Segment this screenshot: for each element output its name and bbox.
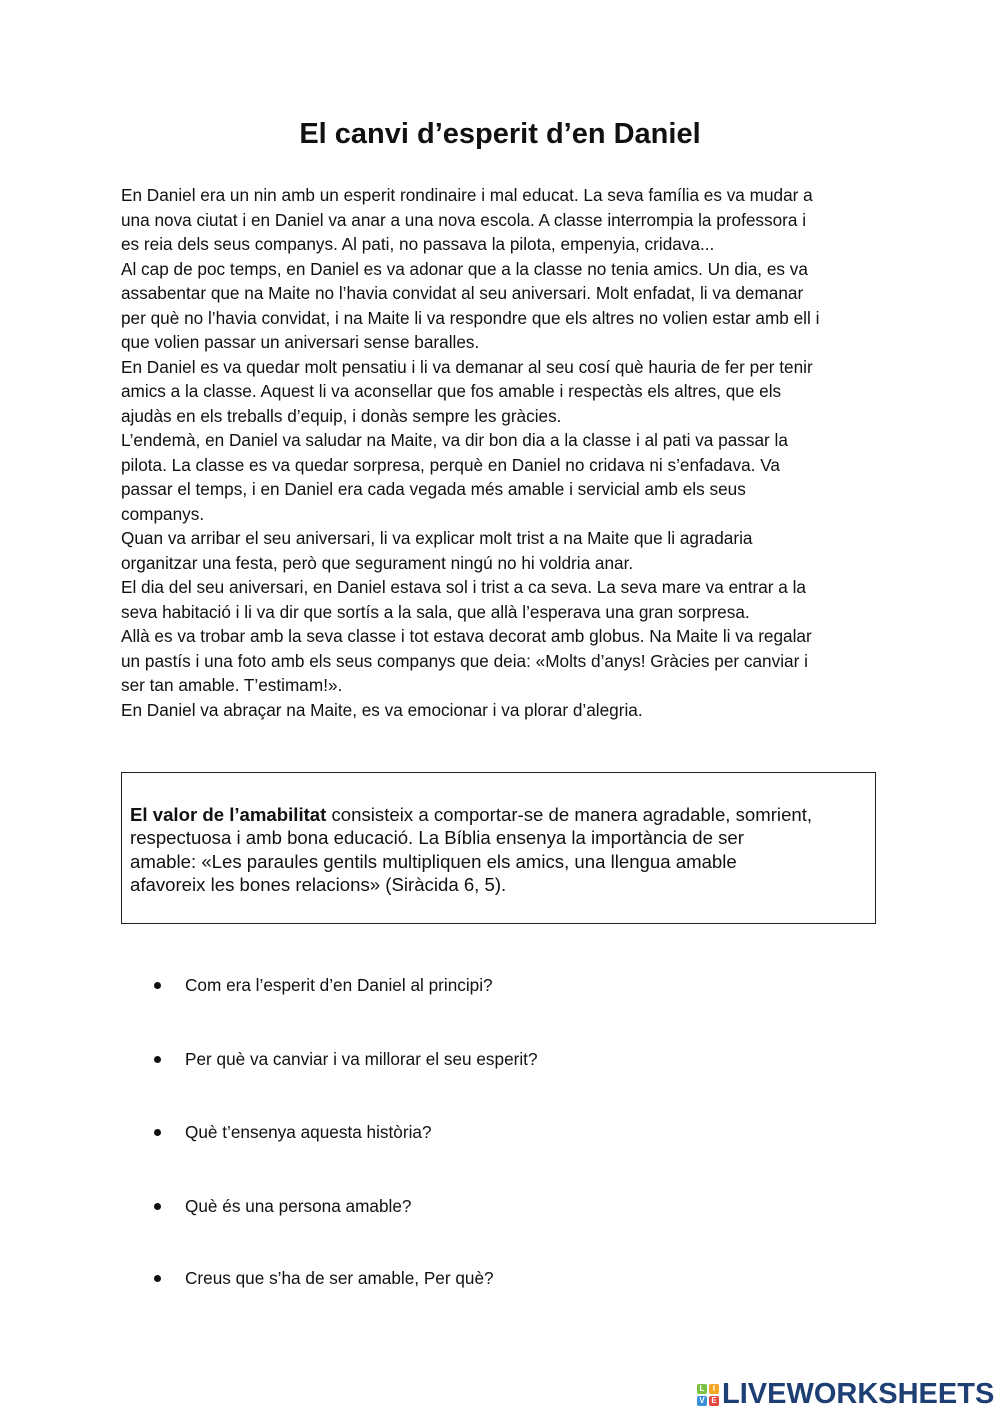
bullet-icon <box>154 1129 161 1136</box>
story-line: El dia del seu aniversari, en Daniel estava sol i trist a ca seva. La seva mare va entrar a la <box>121 577 806 597</box>
value-box <box>121 772 876 924</box>
story-line: Allà es va trobar amb la seva classe i tot estava decorat amb globus. Na Maite li va regalar <box>121 626 812 646</box>
story-line: ser tan amable. T’estimam!». <box>121 675 343 695</box>
value-box-line: consisteix a comportar-se de manera agradable, somrient, <box>326 804 813 825</box>
question-item <box>150 1268 494 1289</box>
question-text: Creus que s’ha de ser amable, Per què? <box>185 1268 494 1288</box>
story-line: En Daniel era un nin amb un esperit rondinaire i mal educat. La seva família es va mudar a <box>121 185 813 205</box>
story-line: L’endemà, en Daniel va saludar na Maite, va dir bon dia a la classe i al pati va passar la <box>121 430 788 450</box>
bullet-icon <box>154 1275 161 1282</box>
value-box-line: afavoreix les bones relacions» (Siràcida 6, 5). <box>130 874 507 896</box>
question-text: Què t’ensenya aquesta història? <box>185 1122 432 1142</box>
value-box-heading: El valor de l’amabilitat <box>130 804 327 825</box>
question-text: Per què va canviar i va millorar el seu esperit? <box>185 1049 538 1069</box>
story-line: organitzar una festa, però que segurament ningú no hi voldria anar. <box>121 552 634 573</box>
story-line: Al cap de poc temps, en Daniel es va adonar que a la classe no tenia amics. Un dia, es va <box>121 258 808 279</box>
value-box-line: respectuosa i amb bona educació. La Bíblia ensenya la importància de ser <box>130 827 744 849</box>
question-item <box>150 975 493 996</box>
story-line: per què no l’havia convidat, i na Maite li va respondre que els altres no volien estar amb ell i <box>121 307 820 328</box>
question-item <box>150 1122 432 1143</box>
bullet-icon <box>154 1203 161 1210</box>
story-line: passar el temps, i en Daniel era cada vegada més amable i servicial amb els seus <box>121 479 746 499</box>
bullet-icon <box>154 1056 161 1063</box>
story-text <box>121 183 901 722</box>
bullet-icon <box>154 982 161 989</box>
story-line: un pastís i una foto amb els seus companys que deia: «Molts d’anys! Gràcies per canviar i <box>121 650 808 671</box>
question-text: Com era l’esperit d’en Daniel al principi? <box>185 975 493 995</box>
story-line: assabentar que na Maite no l’havia convidat al seu aniversari. Molt enfadat, li va demanar <box>121 283 804 303</box>
page-title: El canvi d’esperit d’en Daniel <box>299 118 701 150</box>
story-line: amics a la classe. Aquest li va aconsellar que fos amable i respectàs els altres, que els <box>121 381 782 401</box>
logo-text: LIVEWORKSHEETS <box>722 1378 995 1410</box>
question-text: Què és una persona amable? <box>185 1196 412 1216</box>
story-line: seva habitació i li va dir que sortís a la sala, que allà l’esperava una gran sorpresa. <box>121 601 750 622</box>
logo-tiles-icon: L I V E <box>697 1384 719 1406</box>
story-line: companys. <box>121 503 205 524</box>
story-line: Quan va arribar el seu aniversari, li va explicar molt trist a na Maite que li agradaria <box>121 528 753 548</box>
story-line: pilota. La classe es va quedar sorpresa, perquè en Daniel no cridava ni s’enfadava. Va <box>121 454 780 475</box>
story-line: En Daniel es va quedar molt pensatiu i li va demanar al seu cosí què hauria de fer per tenir <box>121 356 813 377</box>
question-item <box>150 1196 411 1217</box>
story-line: es reia dels seus companys. Al pati, no passava la pilota, empenyia, cridava... <box>121 234 715 254</box>
value-box-line: amable: «Les paraules gentils multipliquen els amics, una llengua amable <box>130 850 737 872</box>
story-line: que volien passar un aniversari sense baralles. <box>121 332 480 352</box>
question-item <box>150 1049 538 1070</box>
story-line: ajudàs en els treballs d’equip, i donàs sempre les gràcies. <box>121 405 562 426</box>
story-line: una nova ciutat i en Daniel va anar a una nova escola. A classe interrompia la professora i <box>121 209 807 230</box>
story-line: En Daniel va abraçar na Maite, es va emocionar i va plorar d’alegria. <box>121 699 643 720</box>
liveworksheets-logo <box>697 1378 994 1411</box>
